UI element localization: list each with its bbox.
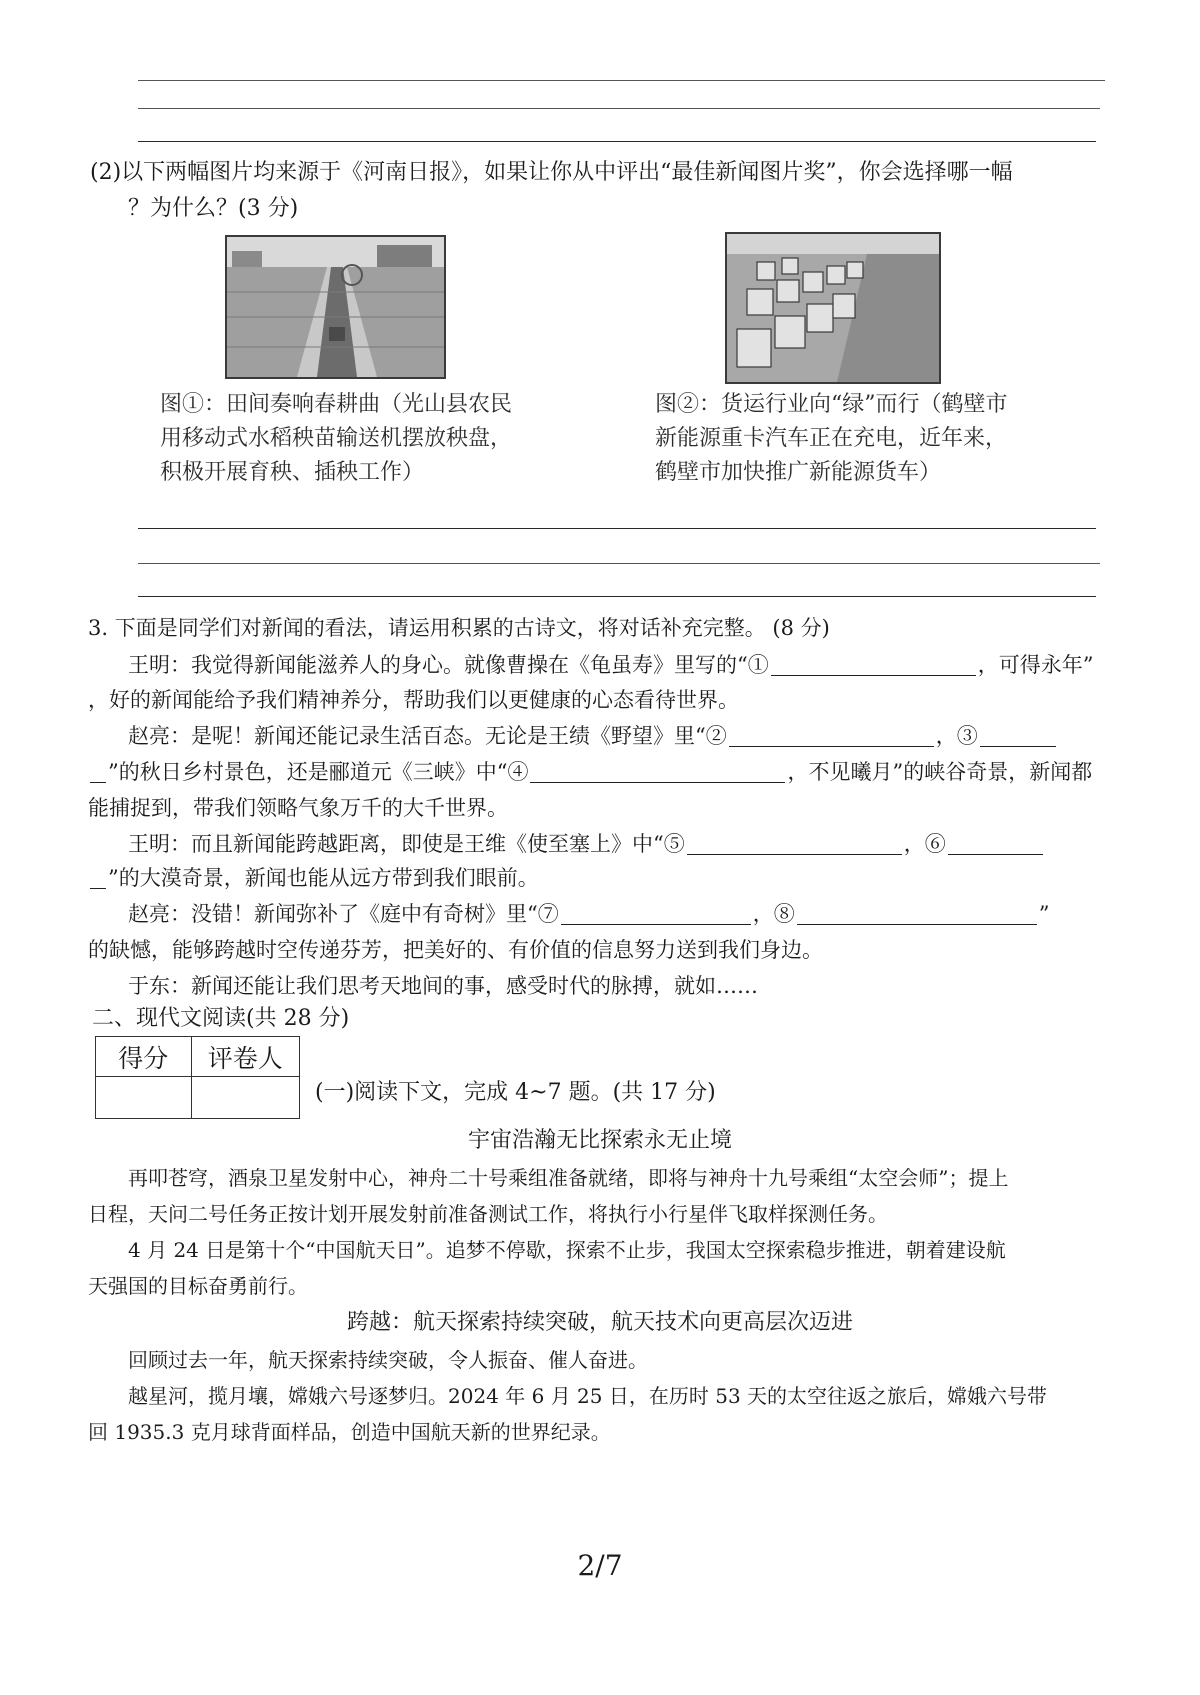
dialogue-line: 能捕捉到，带我们领略气象万千的大千世界。 bbox=[88, 796, 508, 820]
answer-line bbox=[138, 80, 1105, 81]
fill-blank-3[interactable] bbox=[980, 726, 1056, 747]
dialogue-line bbox=[128, 726, 1058, 747]
article-paragraph: 4 月 24 日是第十个“中国航天日”。追梦不停歇，探索不止步，我国太空探索稳步推进，朝着建设航 bbox=[128, 1238, 1006, 1262]
dialogue-line: ，好的新闻能给予我们精神养分，帮助我们以更健康的心态看待世界。 bbox=[88, 688, 739, 712]
answer-line bbox=[138, 563, 1100, 564]
dialogue-text: ，⑧ bbox=[752, 902, 795, 926]
fill-blank-3-cont[interactable] bbox=[90, 762, 106, 783]
dialogue-line bbox=[88, 868, 539, 889]
rice-field-image bbox=[227, 237, 444, 377]
score-table bbox=[95, 1036, 300, 1119]
dialogue-text: ，可得永年” bbox=[977, 653, 1094, 677]
article-subtitle: 跨越：航天探索持续突破，航天技术向更高层次迈进 bbox=[346, 1310, 853, 1335]
fill-blank-6[interactable] bbox=[948, 834, 1043, 855]
grader-header: 评卷人 bbox=[191, 1037, 299, 1077]
grader-cell[interactable] bbox=[191, 1077, 299, 1119]
article-paragraph: 回 1935.3 克月球背面样品，创造中国航天新的世界纪录。 bbox=[88, 1420, 611, 1444]
fill-blank-7[interactable] bbox=[561, 904, 751, 925]
fill-blank-1[interactable] bbox=[771, 655, 976, 676]
dialogue-text: 赵亮：是呢！新闻还能记录生活百态。无论是王绩《野望》里“② bbox=[128, 724, 727, 748]
fill-blank-8[interactable] bbox=[797, 904, 1037, 925]
dialogue-line: 于东：新闻还能让我们思考天地间的事，感受时代的脉搏，就如…… bbox=[128, 974, 758, 998]
section-heading: 二、现代文阅读(共 28 分) bbox=[92, 1006, 350, 1031]
answer-line bbox=[138, 596, 1096, 597]
dialogue-line bbox=[88, 762, 1092, 783]
question-2-prompt: (2)以下两幅图片均来源于《河南日报》，如果让你从中评出“最佳新闻图片奖”，你会选择哪一幅 bbox=[90, 160, 1013, 185]
article-paragraph: 越星河，揽月壤，嫦娥六号逐梦归。2024 年 6 月 25 日，在历时 53 天的太空往返之旅后，嫦娥六号带 bbox=[128, 1384, 1048, 1408]
dialogue-text: ”的秋日乡村景色，还是郦道元《三峡》中“④ bbox=[108, 760, 529, 784]
article-paragraph: 天强国的目标奋勇前行。 bbox=[88, 1274, 308, 1298]
fill-blank-6-cont[interactable] bbox=[90, 868, 106, 889]
dialogue-text: ，③ bbox=[935, 724, 978, 748]
score-header: 得分 bbox=[96, 1037, 192, 1077]
figure-1-caption: 图①：田间奏响春耕曲（光山县农民用移动式水稻秧苗输送机摆放秧盘，积极开展育秧、插秧工作） bbox=[160, 392, 513, 485]
article-title: 宇宙浩瀚无比探索永无止境 bbox=[467, 1128, 732, 1153]
answer-line bbox=[138, 528, 1096, 529]
fill-blank-5[interactable] bbox=[687, 834, 902, 855]
figure-1-photo bbox=[225, 235, 446, 379]
dialogue-text: 赵亮：没错！新闻弥补了《庭中有奇树》里“⑦ bbox=[128, 902, 559, 926]
sub-section-heading: (一)阅读下文，完成 4~7 题。(共 17 分) bbox=[315, 1080, 716, 1105]
answer-line bbox=[138, 141, 1096, 142]
dialogue-text: ，不见曦月”的峡谷奇景，新闻都 bbox=[787, 760, 1093, 784]
dialogue-text: ，⑥ bbox=[903, 832, 946, 856]
score-cell[interactable] bbox=[96, 1077, 192, 1119]
figure-2-photo bbox=[725, 232, 941, 384]
dialogue-text: ” bbox=[1038, 902, 1050, 926]
answer-line bbox=[138, 108, 1100, 109]
dialogue-line: 的缺憾，能够跨越时空传递芬芳，把美好的、有价值的信息努力送到我们身边。 bbox=[88, 938, 823, 962]
dialogue-text: ”的大漠奇景，新闻也能从远方带到我们眼前。 bbox=[108, 866, 539, 890]
article-paragraph: 再叩苍穹，酒泉卫星发射中心，神舟二十号乘组准备就绪，即将与神舟十九号乘组“太空会师”；提上 bbox=[128, 1166, 1009, 1190]
fill-blank-4[interactable] bbox=[530, 762, 785, 783]
figure-2-caption: 图②：货运行业向“绿”而行（鹤壁市新能源重卡汽车正在充电，近年来，鹤壁市加快推广新能源货车） bbox=[655, 392, 1008, 485]
dialogue-line bbox=[128, 904, 1049, 925]
page-number: 2/7 bbox=[577, 1549, 623, 1582]
article-paragraph: 日程，天问二号任务正按计划开展发射前准备测试工作，将执行小行星伴飞取样探测任务。 bbox=[88, 1202, 888, 1226]
fill-blank-2[interactable] bbox=[729, 726, 934, 747]
article-paragraph: 回顾过去一年，航天探索持续突破，令人振奋、催人奋进。 bbox=[128, 1348, 648, 1372]
dialogue-text: 王明：而且新闻能跨越距离，即使是王维《使至塞上》中“⑤ bbox=[128, 832, 685, 856]
dialogue-text: 王明：我觉得新闻能滋养人的身心。就像曹操在《龟虽寿》里写的“① bbox=[128, 653, 769, 677]
dialogue-line bbox=[128, 834, 1045, 855]
trucks-charging-image bbox=[727, 234, 939, 382]
dialogue-line bbox=[128, 655, 1093, 676]
question-3-title: 3. 下面是同学们对新闻的看法，请运用积累的古诗文，将对话补充完整。 (8 分) bbox=[88, 616, 830, 640]
question-2-prompt-cont: ？为什么？(3 分) bbox=[128, 196, 299, 221]
